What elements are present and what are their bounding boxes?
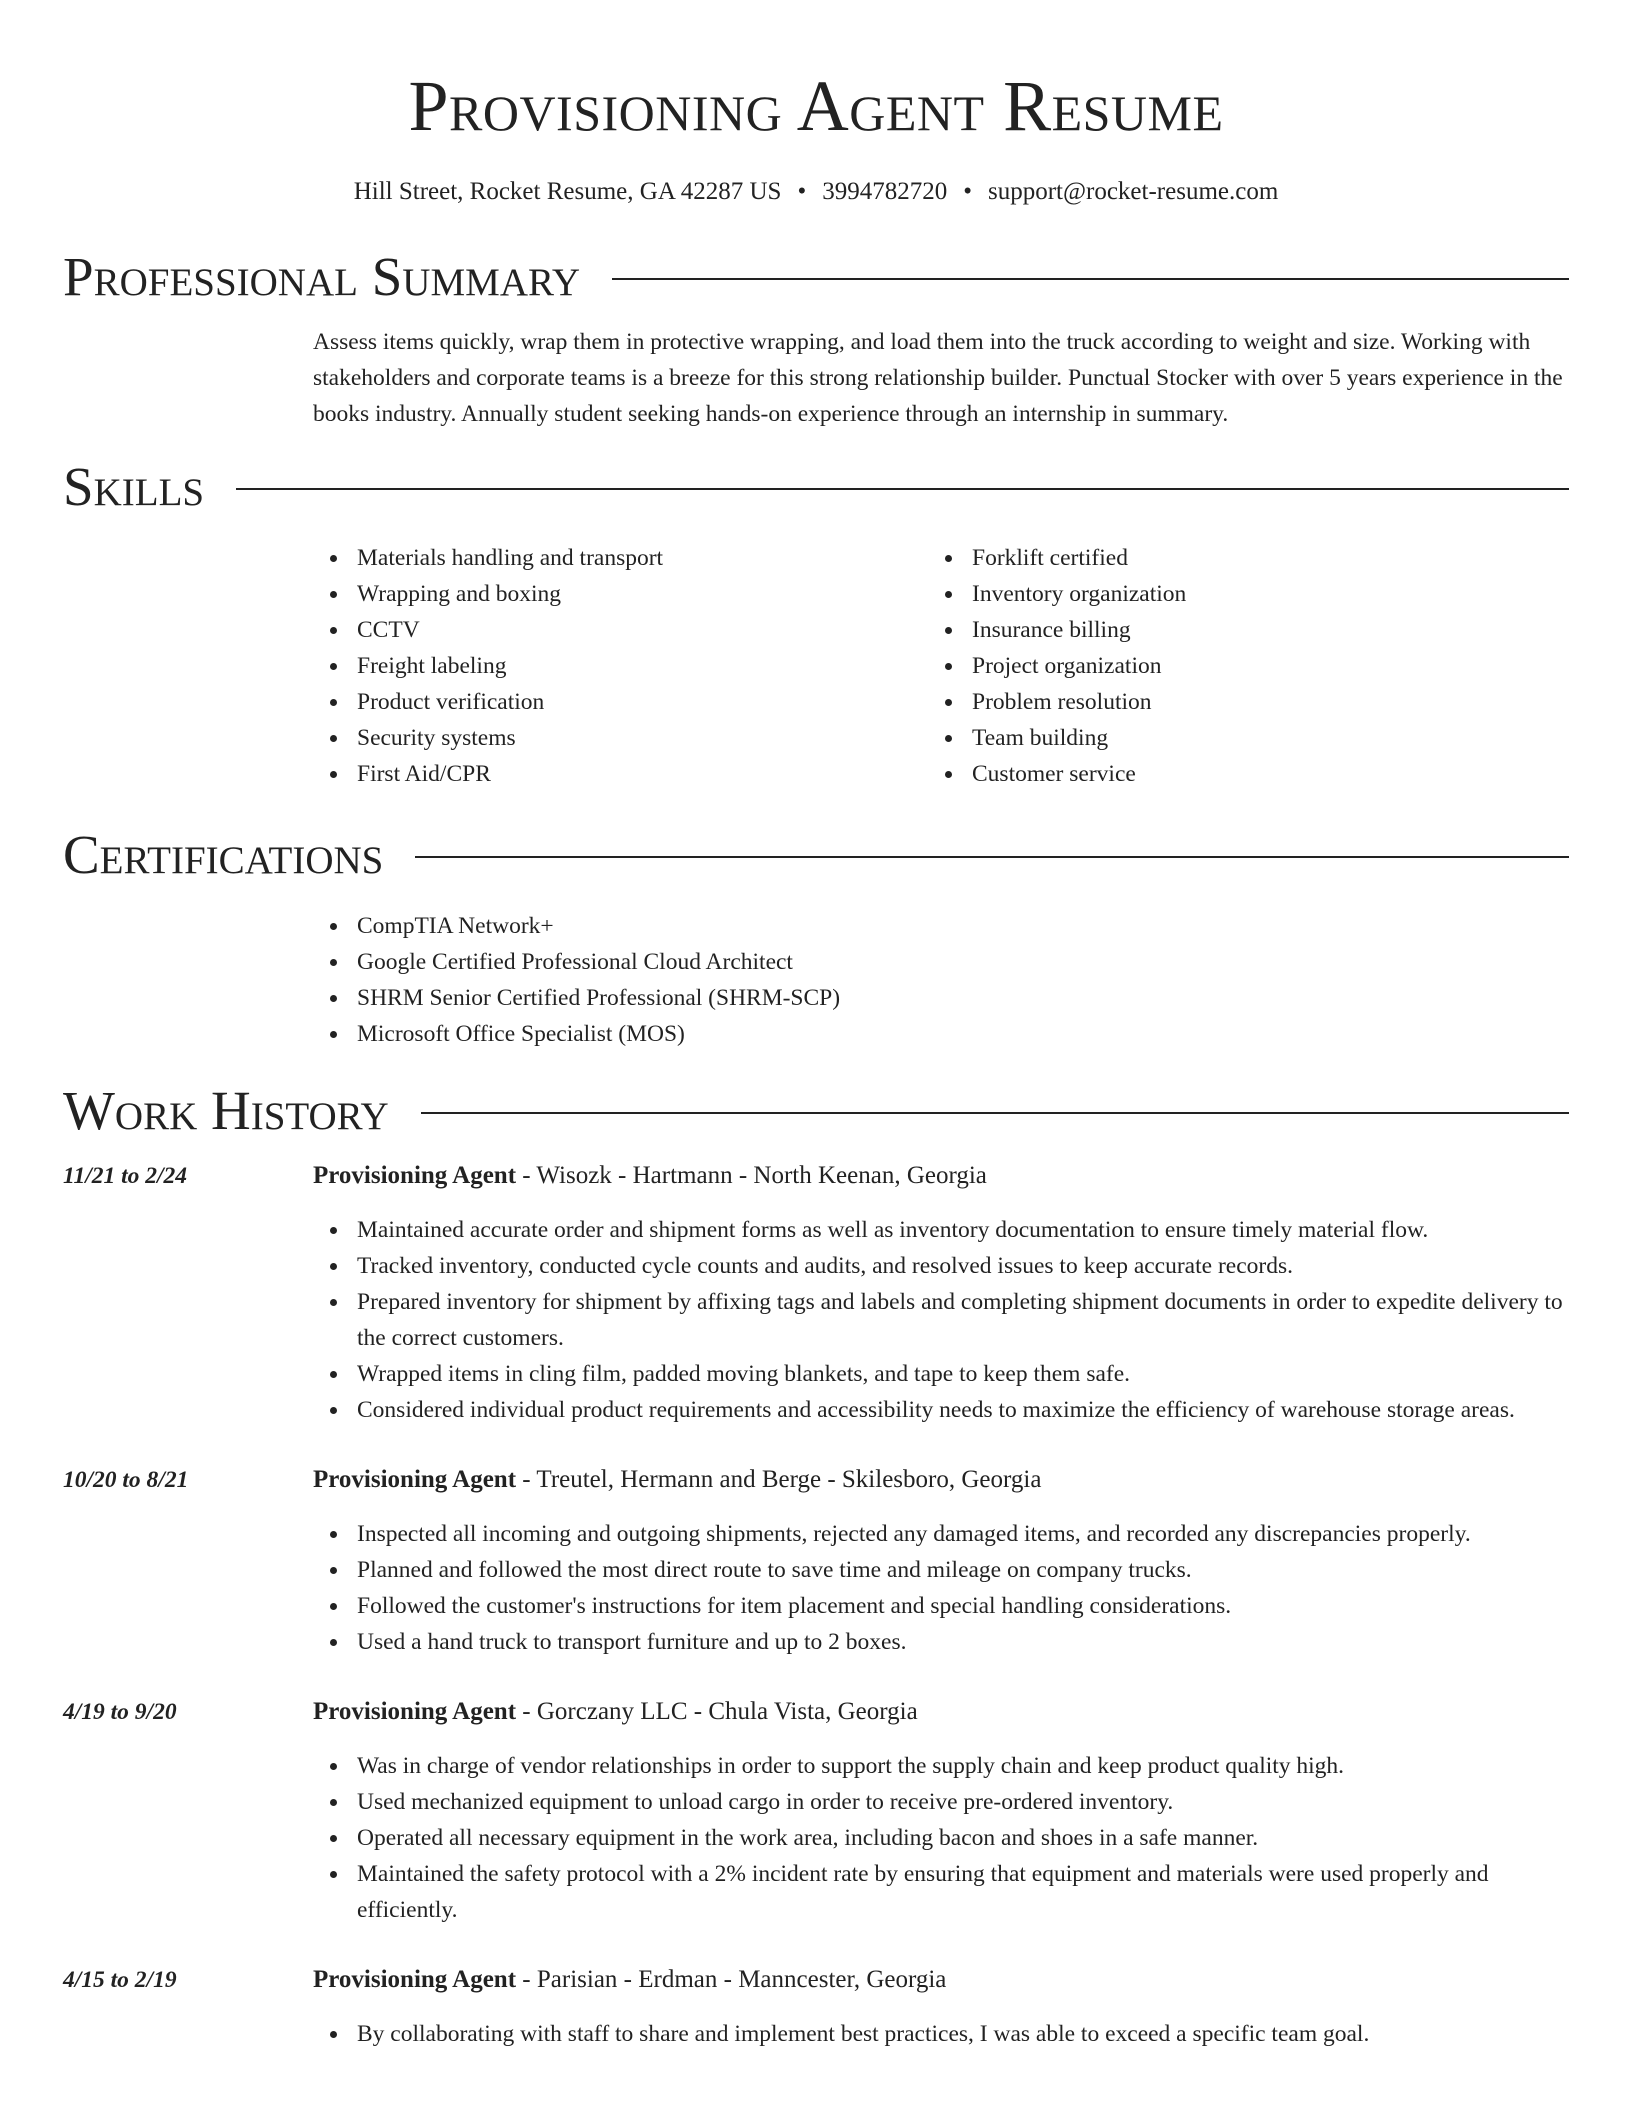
- contact-line: [63, 176, 1569, 208]
- job-bullet: Tracked inventory, conducted cycle counts and audits, and resolved issues to keep accurate records.: [313, 1248, 1569, 1284]
- summary-heading: Professional Summary: [63, 246, 581, 307]
- skills-section-header: [63, 454, 1569, 520]
- job-bullet: Considered individual product requirements and accessibility needs to maximize the efficiency of warehouse storage areas.: [313, 1392, 1569, 1428]
- job-bullet: Used a hand truck to transport furniture and up to 2 boxes.: [313, 1624, 1569, 1660]
- job-dates: 4/19 to 9/20: [63, 1699, 177, 1725]
- section-divider: [236, 488, 1569, 490]
- job-body: [313, 1962, 1569, 2052]
- resume-title: Provisioning Agent Resume: [408, 66, 1224, 146]
- skill-item: Product verification: [313, 684, 928, 720]
- section-divider: [612, 278, 1569, 280]
- job-heading: [313, 1158, 1569, 1194]
- job-employer: - Parisian - Erdman - Manncester, Georgia: [516, 1966, 947, 1993]
- skill-item: Team building: [928, 720, 1543, 756]
- job-employer: - Treutel, Hermann and Berge - Skilesboro, Georgia: [516, 1466, 1042, 1493]
- job-body: [313, 1462, 1569, 1660]
- summary-block: [63, 324, 1569, 432]
- skills-heading: Skills: [63, 456, 205, 517]
- certification-item: Microsoft Office Specialist (MOS): [313, 1016, 1569, 1052]
- job-bullets: [313, 1748, 1569, 1928]
- job-entry: [63, 1962, 1569, 2052]
- skill-item: Freight labeling: [313, 648, 928, 684]
- summary-section-header: [63, 244, 1569, 310]
- skill-item: First Aid/CPR: [313, 756, 928, 792]
- job-dates: 4/15 to 2/19: [63, 1967, 177, 1993]
- job-bullet: Followed the customer's instructions for item placement and special handling considerations.: [313, 1588, 1569, 1624]
- contact-separator: •: [963, 178, 972, 205]
- job-bullet: Used mechanized equipment to unload cargo in order to receive pre-ordered inventory.: [313, 1784, 1569, 1820]
- work-section-header: [63, 1078, 1569, 1144]
- contact-address: Hill Street, Rocket Resume, GA 42287 US: [353, 178, 782, 205]
- skill-item: Forklift certified: [928, 540, 1543, 576]
- job-dates: 11/21 to 2/24: [63, 1163, 188, 1189]
- skill-item: Customer service: [928, 756, 1543, 792]
- job-heading: [313, 1462, 1569, 1498]
- certifications-list: [313, 908, 1569, 1052]
- summary-text: Assess items quickly, wrap them in protective wrapping, and load them into the truck according to weight and size. Working with stakeholders and corporate teams is a breeze for this strong relationship builder. Punctual Stocker with over 5 years experience in the books industry. Annually student seeking hands-on experience through an internship in summary.: [313, 329, 1563, 427]
- skill-item: Materials handling and transport: [313, 540, 928, 576]
- skill-item: CCTV: [313, 612, 928, 648]
- job-entry: [63, 1158, 1569, 1428]
- contact-separator: •: [797, 178, 807, 205]
- job-entry: [63, 1462, 1569, 1660]
- job-heading: [313, 1962, 1569, 1998]
- job-bullet: Maintained the safety protocol with a 2% incident rate by ensuring that equipment and materials were used properly and efficiently.: [313, 1856, 1569, 1928]
- contact-email: support@rocket-resume.com: [987, 178, 1279, 205]
- certification-item: SHRM Senior Certified Professional (SHRM-SCP): [313, 980, 1569, 1016]
- job-bullets: [313, 2016, 1569, 2052]
- job-employer: - Wisozk - Hartmann - North Keenan, Georgia: [516, 1162, 987, 1189]
- job-title: Provisioning Agent: [313, 1162, 517, 1189]
- job-bullets: [313, 1212, 1569, 1428]
- job-title: Provisioning Agent: [313, 1466, 517, 1493]
- job-dates: 10/20 to 8/21: [63, 1467, 189, 1493]
- skills-column-right: [928, 540, 1543, 792]
- job-bullets: [313, 1516, 1569, 1660]
- job-heading: [313, 1694, 1569, 1730]
- skill-item: Security systems: [313, 720, 928, 756]
- skills-column-left: [313, 540, 928, 792]
- contact-phone: 3994782720: [822, 178, 948, 205]
- job-bullet: Wrapped items in cling film, padded moving blankets, and tape to keep them safe.: [313, 1356, 1569, 1392]
- job-bullet: By collaborating with staff to share and implement best practices, I was able to exceed a specific team goal.: [313, 2016, 1569, 2052]
- skill-item: Inventory organization: [928, 576, 1543, 612]
- section-divider: [415, 856, 1569, 858]
- job-bullet: Maintained accurate order and shipment forms as well as inventory documentation to ensure timely material flow.: [313, 1212, 1569, 1248]
- job-entry: [63, 1694, 1569, 1928]
- section-divider: [421, 1112, 1569, 1114]
- job-body: [313, 1158, 1569, 1428]
- job-bullet: Operated all necessary equipment in the work area, including bacon and shoes in a safe manner.: [313, 1820, 1569, 1856]
- certification-item: CompTIA Network+: [313, 908, 1569, 944]
- job-bullet: Inspected all incoming and outgoing shipments, rejected any damaged items, and recorded any discrepancies properly.: [313, 1516, 1569, 1552]
- work-heading: Work History: [63, 1080, 389, 1141]
- skill-item: Problem resolution: [928, 684, 1543, 720]
- job-bullet: Planned and followed the most direct route to save time and mileage on company trucks.: [313, 1552, 1569, 1588]
- skill-item: Wrapping and boxing: [313, 576, 928, 612]
- certification-item: Google Certified Professional Cloud Architect: [313, 944, 1569, 980]
- certifications-block: [63, 908, 1569, 1052]
- skill-item: Project organization: [928, 648, 1543, 684]
- certifications-section-header: [63, 822, 1569, 888]
- job-body: [313, 1694, 1569, 1928]
- certifications-heading: Certifications: [63, 824, 384, 885]
- job-title: Provisioning Agent: [313, 1966, 517, 1993]
- skill-item: Insurance billing: [928, 612, 1543, 648]
- job-employer: - Gorczany LLC - Chula Vista, Georgia: [516, 1698, 918, 1725]
- job-bullet: Prepared inventory for shipment by affixing tags and labels and completing shipment documents in order to expedite delivery to the correct customers.: [313, 1284, 1569, 1356]
- job-bullet: Was in charge of vendor relationships in order to support the supply chain and keep product quality high.: [313, 1748, 1569, 1784]
- job-title: Provisioning Agent: [313, 1698, 517, 1725]
- skills-list: [63, 540, 1569, 792]
